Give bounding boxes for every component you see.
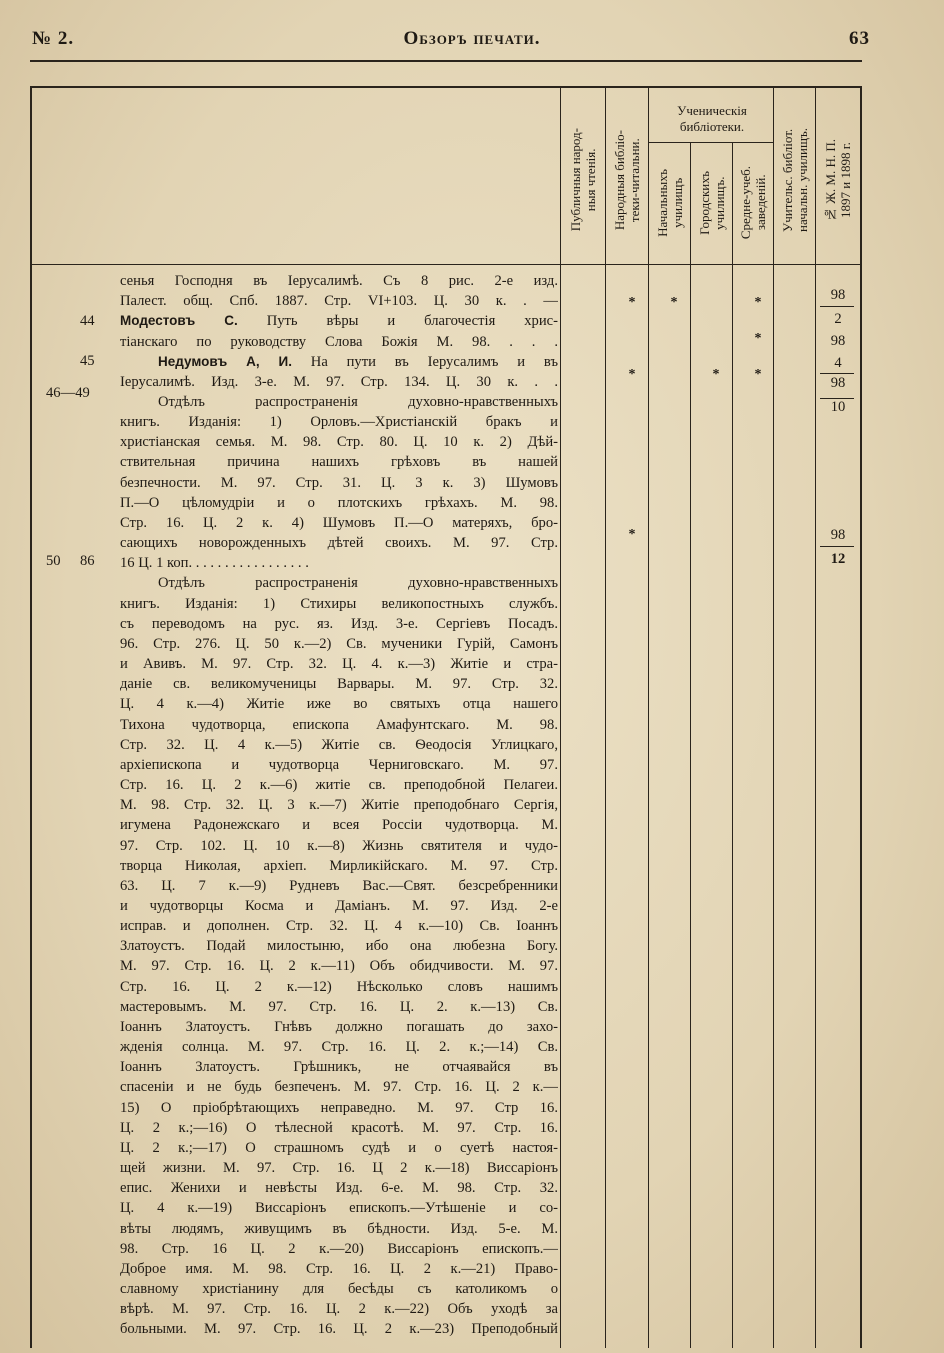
text-line: Стр. 16. Ц. 2 к.—12) Нѣсколько словъ нашимъ	[120, 978, 558, 995]
text-line: Стр. 16. Ц. 2 к.—6) житіе св. преподобной Пелагеи.	[120, 777, 558, 793]
header-rule	[30, 60, 862, 62]
mark-asterisk: *	[754, 331, 762, 346]
ref-divider	[820, 398, 854, 399]
text-line: жденія солнца. М. 97. Стр. 16. Ц. 2. к.;—14) Св.	[120, 1039, 558, 1056]
text-line: епис. Женихи и невѣсты Изд. 6-е. М. 98. Стр. 32.	[120, 1180, 558, 1197]
text-line: Стр. 32. Ц. 4 к.—5) Житіе св. Ѳеодосія Углицкаго,	[120, 736, 558, 753]
text-line: спасеніи и не будь безпеченъ. М. 97. Стр. 16. Ц. 2 к.—	[120, 1079, 558, 1096]
text-line: исправ. и дополнен. Стр. 32. Ц. 4 к.—10) Св. Іоаннъ	[120, 918, 558, 935]
col-header-public-readings: Публичныя народ- ныя чтенія.	[568, 128, 598, 232]
entry-number-44: 44	[80, 313, 95, 329]
text-line: М. 98. Стр. 32. Ц. 3 к.—7) Житіе преподобнаго Сергія,	[120, 797, 558, 814]
entry-number-86: 86	[80, 553, 95, 569]
text-line: 97. Стр. 102. Ц. 10 к.—8) Жизнь святителя и чудо-	[120, 837, 558, 854]
col-header-primary-schools: Начальныхъ училищъ	[654, 169, 685, 237]
right-border	[860, 86, 862, 1348]
journal-ref: 4	[834, 355, 842, 371]
mark-asterisk: *	[628, 367, 636, 382]
text-line: Модестовъ С. Путь вѣры и благочестія хрис-	[120, 313, 558, 330]
col-divider-1	[605, 86, 606, 1348]
text-line: сающихъ новорожденныхъ дѣтей своихъ. М. 97. Стр.	[120, 535, 558, 552]
col-header-folk-libraries: Народныя библіо- теки-читальни.	[612, 129, 642, 231]
entry-number-45: 45	[80, 353, 95, 369]
running-header	[0, 22, 944, 54]
text-line: Тихона чудотворца, епископа Амафунтскаго. М. 98.	[120, 716, 558, 733]
text-line: славному христіанину для бесѣды съ католикомъ о	[120, 1281, 558, 1297]
text-line: книгъ. Изданія: 1) Стихиры великопостныхъ службъ.	[120, 595, 558, 612]
text-line: 16 Ц. 1 коп. . . . . . . . . . . . . . . . .	[120, 555, 309, 572]
text-line: 96. Стр. 276. Ц. 50 к.—2) Св. мученики Гурій, Самонъ	[120, 635, 558, 652]
text-line: творца Николая, архіеп. Мирликійскаго. М. 97. Стр.	[120, 857, 558, 874]
text-line: Отдѣлъ распространенія духовно-нравственныхъ	[158, 575, 558, 592]
text-line: сенья Господня въ Іерусалимѣ. Съ 8 рис. 2-е изд.	[120, 273, 558, 289]
col-header-secondary-schools: Средне-учеб. заведеній.	[738, 166, 768, 240]
col-group-header-student-libraries: Ученическія библiотеки.	[677, 103, 747, 134]
page-number: 63	[849, 28, 870, 49]
col-divider-6	[815, 86, 816, 1348]
text-line: 63. Ц. 7 к.—9) Рудневъ Вас.—Свят. безсребренники	[120, 877, 558, 894]
text-line: Іерусалимѣ. Изд. 3-е. М. 97. Стр. 134. Ц. 30 к. . .	[120, 373, 558, 390]
text-line: Недумовъ А, И. На пути въ Іерусалимъ и въ	[158, 353, 558, 370]
journal-ref: 12	[830, 551, 846, 567]
running-title: Обзоръ печати.	[403, 28, 541, 49]
text-line: съ переводомъ на рус. яз. Изд. 3-е. Сергіевъ Посадъ.	[120, 615, 558, 632]
text-line: христіанская семья. М. 98. Стр. 80. Ц. 10 к. 2) Дѣй-	[120, 434, 558, 451]
text-line: Іоаннъ Златоустъ. Гнѣвъ должно погашать до захо-	[120, 1018, 558, 1035]
text-line: вѣрѣ. М. 97. Стр. 16. Ц. 2 к.—22) Объ уходѣ за	[120, 1301, 558, 1318]
ref-divider	[820, 546, 854, 547]
text-line: Іоаннъ Златоустъ. Грѣшникъ, не отчаявайся въ	[120, 1059, 558, 1076]
text-line: Отдѣлъ распространенія духовно-нравственныхъ	[158, 394, 558, 410]
text-line: Златоустъ. Подай милостыню, ибо она любезна Богу.	[120, 938, 558, 955]
text-line: книгъ. Изданія: 1) Орловъ.—Христіанскій бракъ и	[120, 414, 558, 431]
text-line: и Авивъ. М. 97. Стр. 32. Ц. 4. к.—3) Житіе и стра-	[120, 656, 558, 672]
mark-asterisk: *	[754, 367, 762, 382]
mark-asterisk: *	[754, 295, 762, 310]
text-line: Стр. 16. Ц. 2 к. 4) Шумовъ П.—О матеряхъ, бро-	[120, 514, 558, 531]
text-line: 98. Стр. 16 Ц. 2 к.—20) Виссаріонъ епископъ.—	[120, 1240, 558, 1257]
table-top-rule	[30, 86, 862, 88]
mark-asterisk: *	[670, 295, 678, 310]
text-line: Ц. 2 к.;—17) О страшномъ судѣ и о суетѣ настоя-	[120, 1139, 558, 1156]
text-line: больными. М. 97. Стр. 16. Ц. 2 к.—23) Преподобный	[120, 1321, 558, 1338]
text-line: игумена Радонежскаго и всея Россіи чудотворца. М.	[120, 817, 558, 834]
text-line: архіепископа и чудотворца Черниговскаго. М. 97.	[120, 756, 558, 773]
text-line: П.—О цѣломудріи и о плотскихъ грѣхахъ. М. 98.	[120, 494, 558, 511]
journal-ref: 98	[830, 287, 846, 303]
text-line: ствительная причина нашихъ грѣховъ въ нашей	[120, 454, 558, 471]
col-divider-3	[690, 142, 691, 1348]
ref-divider	[820, 306, 854, 307]
text-line: и чудотворцы Косма и Даміанъ. М. 97. Изд. 2-е	[120, 898, 558, 914]
col-divider-4	[732, 142, 733, 1348]
entry-number-50: 50	[46, 553, 61, 569]
table-head-bottom-rule	[30, 264, 862, 265]
text-line: вѣты людямъ, живущимъ въ бѣдности. Изд. 5-е. М.	[120, 1220, 558, 1237]
issue-number: № 2.	[32, 28, 75, 49]
col-header-teacher-libraries: Учительс. библіот. начальн. училищъ.	[779, 128, 810, 232]
text-line: безпечности. М. 97. Стр. 31. Ц. 3 к. 3) Шумовъ	[120, 474, 558, 491]
journal-ref: 98	[830, 527, 846, 543]
col-header-city-schools: Городскихъ училищъ.	[696, 171, 727, 235]
text-line: щей жизни. М. 97. Стр. 16. Ц 2 к.—18) Виссаріонъ	[120, 1160, 558, 1176]
text-line: Ц. 4 к.—4) Житіе иже во святыхъ отца нашего	[120, 696, 558, 713]
journal-ref: 10	[830, 399, 846, 415]
mark-asterisk: *	[628, 295, 636, 310]
text-line: тіанскаго по руководству Слова Божія М. 98. . . .	[120, 333, 558, 350]
journal-ref: 2	[834, 311, 842, 327]
text-line: даніе св. великомученицы Варвары. М. 97. Стр. 32.	[120, 676, 558, 693]
text-column-divider	[560, 86, 561, 1348]
text-line: 15) О пріобрѣтающихъ неправедно. М. 97. Стр 16.	[120, 1099, 558, 1116]
mark-asterisk: *	[712, 367, 720, 382]
text-line: мастеровымъ. М. 97. Стр. 16. Ц. 2. к.—13) Св.	[120, 998, 558, 1015]
text-line: Ц. 2 к.;—16) О тѣлесной красотѣ. М. 97. Стр. 16.	[120, 1119, 558, 1136]
journal-ref: 98	[830, 375, 846, 391]
col-header-journal-ref: № Ж. М. Н. П. 1897 и 1898 г.	[823, 138, 853, 222]
journal-ref: 98	[830, 333, 846, 349]
text-line: Ц. 4 к.—19) Виссаріонъ епископъ.—Утѣшеніе и со-	[120, 1200, 558, 1217]
text-line: Палест. общ. Спб. 1887. Стр. VI+103. Ц. 30 к. . —	[120, 293, 558, 310]
text-line: М. 97. Стр. 16. Ц. 2 к.—11) Объ обидчивости. М. 97.	[120, 958, 558, 975]
entry-number-46-49: 46—49	[46, 385, 90, 401]
text-line: Доброе имя. М. 98. Стр. 16. Ц. 2 к.—21) Право-	[120, 1260, 558, 1277]
col-divider-5	[773, 86, 774, 1348]
col-divider-2	[648, 86, 649, 1348]
mark-asterisk: *	[628, 527, 636, 542]
left-border	[30, 86, 32, 1348]
